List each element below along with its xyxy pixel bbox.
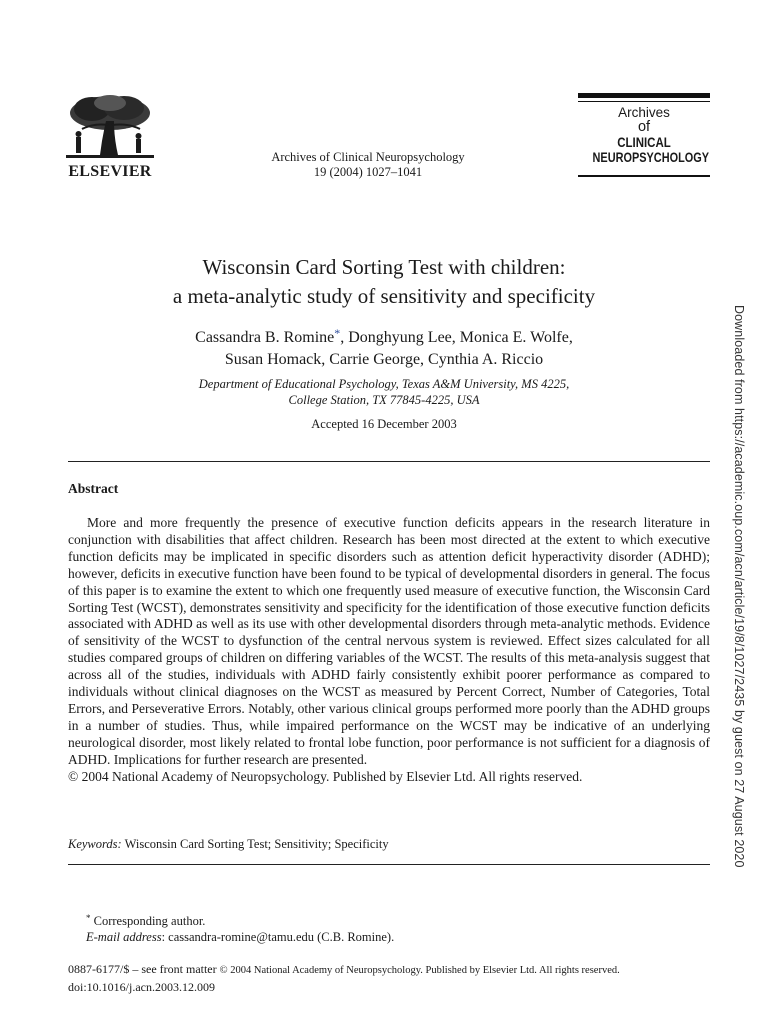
corresponding-author-link[interactable]: *	[334, 326, 341, 340]
email-footnote	[86, 929, 706, 945]
corresponding-footnote	[86, 910, 706, 929]
divider	[68, 864, 710, 865]
issn-line	[68, 961, 718, 979]
abstract	[68, 515, 710, 786]
accepted-date: Accepted 16 December 2003	[311, 417, 457, 431]
badge-top-rule	[578, 93, 710, 98]
badge-bottom-rule	[578, 175, 710, 177]
keywords	[68, 837, 710, 852]
badge-text	[578, 105, 710, 165]
affiliation-line-1: Department of Educational Psychology, Texas A&M University, MS 4225,	[198, 377, 570, 391]
badge-top-rule-thin	[578, 101, 710, 102]
journal-badge	[578, 93, 710, 179]
journal-volume: 19 (2004) 1027–1041	[313, 165, 423, 179]
title-line-2: a meta-analytic study of sensitivity and specificity	[172, 284, 596, 308]
authors-line-2: Susan Homack, Carrie George, Cynthia A. Riccio	[224, 351, 544, 368]
abstract-text: More and more frequently the presence of executive function deficits appears in the research literature in conjunction with disabilities that affect children. Research has been most directed at the extent to which executive function deficits may be implicated in specific disorders such as attention deficit hyperactivity disorder (ADHD); however, deficits in executive function have been found to be typical of developmental disorders in general. The focus of this paper is to examine the extent to which one frequently used measure of executive function, the Wisconsin Card Sorting Test (WCST), demonstrates sensitivity and specificity for the identification of those executive function deficits associated with ADHD as well as its use with other developmental disorders through meta-analytic methods. Evidence of sensitivity of the WCST to dysfunction of the central nervous system is reviewed. Effect sizes calculated for all studies compared groups of children on differing variables of the WCST. The results of this meta-analysis suggest that across all of the studies, individuals with ADHD fairly consistently exhibit poorer performance as compared to individuals without clinical diagnoses on the WCST as measured by Percent Correct, Number of Categories, Total Errors, and Perseverative Errors. Notably, other various clinical groups performed more poorly than the ADHD groups in a number of studies. Thus, while impaired performance on the WCST may be indicative of an underlying neurological disorder, most likely related to frontal lobe function, poor performance is not sufficient for a diagnosis of ADHD. Implications for further research are presented.	[68, 515, 710, 767]
elsevier-tree-icon	[62, 93, 158, 161]
keywords-label: Keywords:	[68, 837, 122, 851]
author-list	[60, 322, 708, 371]
front-matter	[68, 961, 718, 995]
keywords-values: Wisconsin Card Sorting Test; Sensitivity; Specificity	[124, 837, 389, 851]
abstract-copyright: © 2004 National Academy of Neuropsychology. Published by Elsevier Ltd. All rights reserved.	[68, 768, 583, 784]
author-primary: Cassandra B. Romine	[195, 329, 335, 346]
badge-line-3: CLINICAL	[617, 134, 671, 150]
footnotes	[86, 910, 706, 945]
authors-line-1-rest: , Donghyung Lee, Monica E. Wolfe,	[340, 329, 573, 346]
issn: 0887-6177/$ – see front matter	[68, 962, 217, 976]
journal-name: Archives of Clinical Neuropsychology	[271, 150, 465, 164]
badge-line-1: Archives	[618, 105, 670, 120]
badge-line-4: NEUROPSYCHOLOGY	[592, 149, 710, 165]
publisher-name: ELSEVIER	[68, 163, 152, 180]
front-matter-copyright: © 2004 National Academy of Neuropsychology. Published by Elsevier Ltd. All rights reserved.	[219, 965, 620, 976]
authors-line-1	[60, 322, 708, 349]
doi[interactable]: doi:10.1016/j.acn.2003.12.009	[68, 980, 215, 994]
divider	[68, 461, 710, 462]
email-value[interactable]: : cassandra-romine@tamu.edu (C.B. Romine).	[161, 930, 395, 944]
download-notice: Downloaded from https://academic.oup.com/acn/article/19/8/1027/2435 by guest on 27 August 2020	[732, 305, 746, 868]
affiliation	[60, 376, 708, 408]
badge-line-2: of	[637, 119, 651, 135]
title-line-1: Wisconsin Card Sorting Test with children:	[202, 255, 566, 279]
publisher-logo	[62, 93, 158, 183]
footnote-marker: *	[86, 913, 91, 923]
journal-citation	[240, 150, 496, 180]
email-label: E-mail address	[86, 930, 162, 944]
affiliation-line-2: College Station, TX 77845-4225, USA	[288, 393, 480, 407]
article-title	[60, 253, 708, 311]
corresponding-text: Corresponding author.	[93, 914, 206, 928]
abstract-heading: Abstract	[68, 481, 119, 496]
